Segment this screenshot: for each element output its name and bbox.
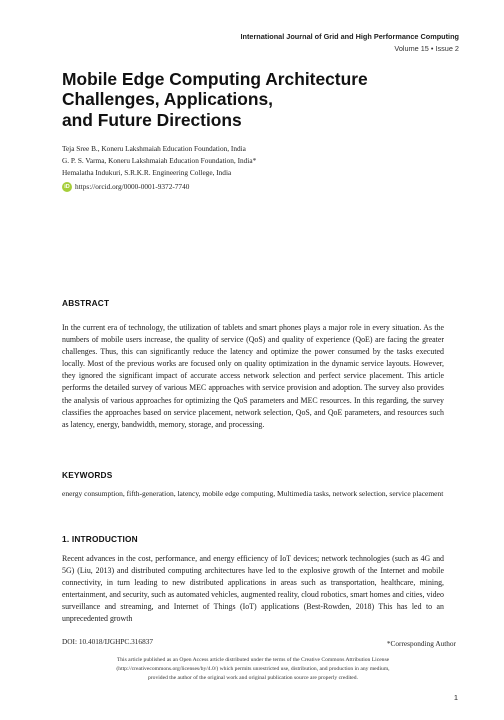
introduction-text: Recent advances in the cost, performance, and energy efficiency of IoT devices; network technologies (such as 4G and 5G) (Liu, 2013) and distributed computing architectures have led to the explosive growth of the Internet and mobile connectivity, in turn leading to new distributed applications in areas such as transportation, healthcare, mining, entertainment, and security, such as automated vehicles, augmented reality, cloud robotics, smart homes and cities, video surveillance and streaming, and Internet of Things (IoT) applications (Best-Rowden, 2018) This has led to an unprecedented growth (62, 554, 444, 624)
abstract-heading: ABSTRACT (62, 298, 110, 308)
title-line: Mobile Edge Computing Architecture (62, 69, 368, 89)
keywords-text: energy consumption, fifth-generation, latency, mobile edge computing, Multimedia tasks, network selection, service placement (62, 489, 444, 498)
journal-name: International Journal of Grid and High Performance Computing (240, 32, 459, 41)
journal-header (240, 31, 459, 55)
author-line: Hemalatha Indukuri, S.R.K.R. Engineering College, India (62, 168, 232, 178)
doi: DOI: 10.4018/IJGHPC.316837 (62, 637, 154, 646)
orcid-icon: iD (62, 182, 72, 192)
orcid-link[interactable]: https://orcid.org/0000-0001-9372-7740 (75, 181, 190, 191)
article-title (62, 69, 462, 130)
title-line: Challenges, Applications, (62, 89, 273, 110)
license-line: provided the author of the original work and original publication source are properly credited. (147, 675, 358, 681)
author-line: Teja Sree B., Koneru Lakshmaiah Education Foundation, India (62, 144, 246, 153)
title-line: and Future Directions (62, 109, 242, 130)
journal-issue: Volume 15 • Issue 2 (394, 44, 459, 53)
page-number: 1 (453, 693, 458, 702)
author-line: G. P. S. Varma, Koneru Lakshmaiah Education Foundation, India* (62, 156, 257, 166)
license-notice (62, 656, 444, 683)
license-line: This article published as an Open Access article distributed under the terms of the Creative Commons Attribution License (116, 657, 390, 663)
orcid-row (62, 181, 462, 193)
abstract-text: In the current era of technology, the utilization of tablets and smart phones plays a major role in every situation. As the numbers of mobile users increase, the quality of service (QoS) and quality of experience (QoE) are facing the greater challenges. Thus, this can significantly reduce the latency and optimize the power consumed by the tasks executed locally. Most of the previous works are focused only on quality optimization in the dynamic service layouts. However, they ignored the significant impact of accurate access network selection and perfect service placement. This article performs the detailed survey of various MEC approaches with service provision and adoption. The survey also provides the analysis of various approaches for optimizing the QoS parameters and MEC resources. In this regarding, the survey classifies the approaches based on service placement, network selection, QoS, and QoE parameters, and resources such as latency, energy, bandwidth, memory, storage, and processing. (62, 323, 444, 429)
corresponding-author-note: *Corresponding Author (386, 639, 456, 648)
introduction-heading: 1. INTRODUCTION (62, 534, 138, 544)
keywords-heading: KEYWORDS (62, 470, 113, 480)
license-line: (http://creativecommons.org/licenses/by/4.0/) which permits unrestricted use, distribution, and production in any medium, (116, 666, 390, 672)
author-list (62, 143, 462, 193)
